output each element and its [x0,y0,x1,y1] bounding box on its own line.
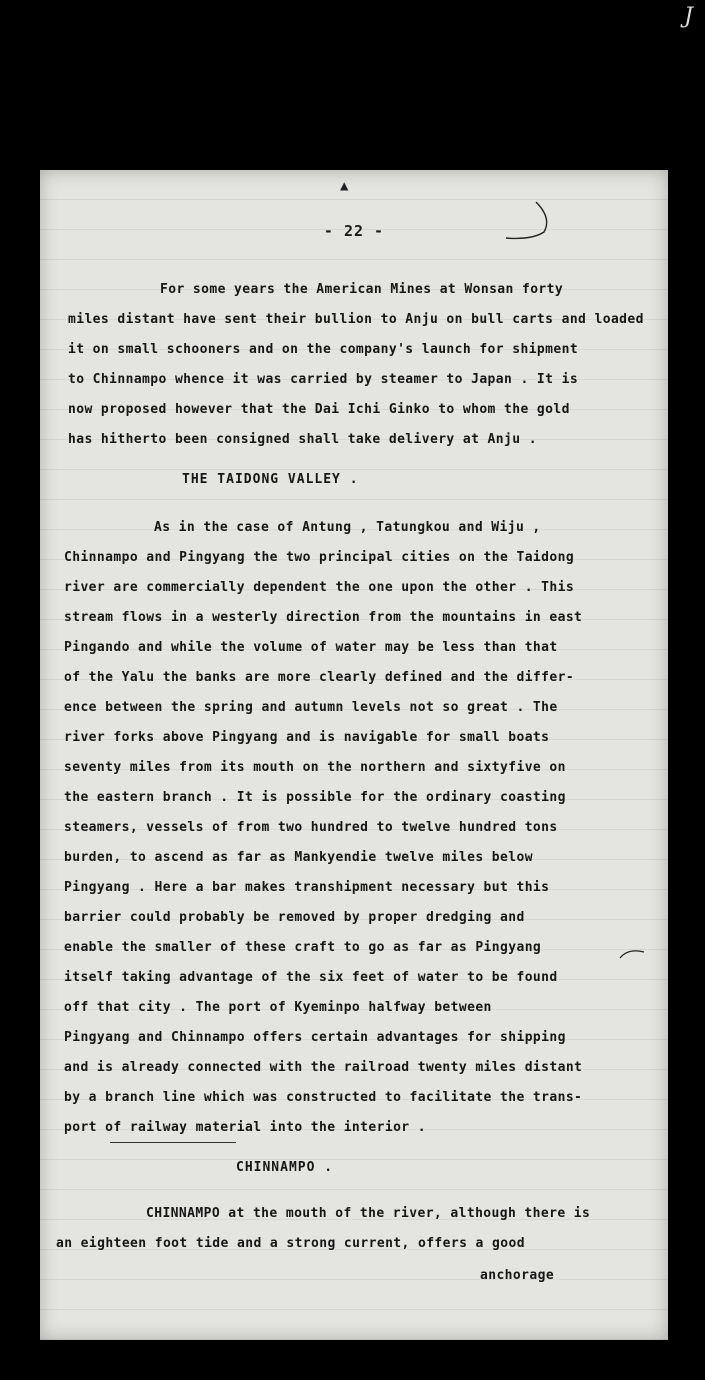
catchword: anchorage [480,1268,555,1283]
underline-rule [110,1142,236,1143]
archive-corner-mark: J [684,4,693,29]
text-line: it on small schooners and on the company's launch for shipment [68,342,579,357]
text-line: itself taking advantage of the six feet of water to be found [64,970,558,985]
typed-document-page [40,170,668,1340]
text-line: Pingando and while the volume of water may be less than that [64,640,558,655]
text-line: barrier could probably be removed by proper dredging and [64,910,525,925]
text-line: seventy miles from its mouth on the northern and sixtyfive on [64,760,566,775]
text-line: miles distant have sent their bullion to Anju on bull carts and loaded [68,312,644,327]
text-line: enable the smaller of these craft to go as far as Pingyang [64,940,542,955]
text-line: river are commercially dependent the one upon the other . This [64,580,575,595]
text-line: Chinnampo and Pingyang the two principal cities on the Taidong [64,550,575,565]
text-line: off that city . The port of Kyeminpo halfway between [64,1000,492,1015]
text-line: Pingyang . Here a bar makes transhipment necessary but this [64,880,550,895]
text-line: port of railway material into the interior . [64,1120,426,1135]
ink-blot-mark: ▲ [340,178,349,194]
text-line: For some years the American Mines at Wonsan forty [160,282,564,297]
text-line: has hitherto been consigned shall take delivery at Anju . [68,432,537,447]
text-line: to Chinnampo whence it was carried by steamer to Japan . It is [68,372,579,387]
section-heading-chinnampo: CHINNAMPO . [236,1160,334,1175]
text-line: the eastern branch . It is possible for the ordinary coasting [64,790,566,805]
text-line: As in the case of Antung , Tatungkou and Wiju , [154,520,541,535]
text-line: stream flows in a westerly direction from the mountains in east [64,610,583,625]
text-line: river forks above Pingyang and is navigable for small boats [64,730,550,745]
text-line: Pingyang and Chinnampo offers certain advantages for shipping [64,1030,566,1045]
text-line: burden, to ascend as far as Mankyendie twelve miles below [64,850,533,865]
text-line: ence between the spring and autumn levels not so great . The [64,700,558,715]
text-line: of the Yalu the banks are more clearly defined and the differ- [64,670,575,685]
text-line: and is already connected with the railroad twenty miles distant [64,1060,583,1075]
text-line: steamers, vessels of from two hundred to twelve hundred tons [64,820,558,835]
handwritten-tick-mark [618,946,648,962]
section-heading-taidong-valley: THE TAIDONG VALLEY . [182,472,359,487]
text-line: CHINNAMPO at the mouth of the river, although there is [146,1206,591,1221]
text-line: an eighteen foot tide and a strong current, offers a good [56,1236,525,1251]
text-line: by a branch line which was constructed to facilitate the trans- [64,1090,583,1105]
page-number: - 22 - [323,222,385,240]
text-line: now proposed however that the Dai Ichi Ginko to whom the gold [68,402,570,417]
